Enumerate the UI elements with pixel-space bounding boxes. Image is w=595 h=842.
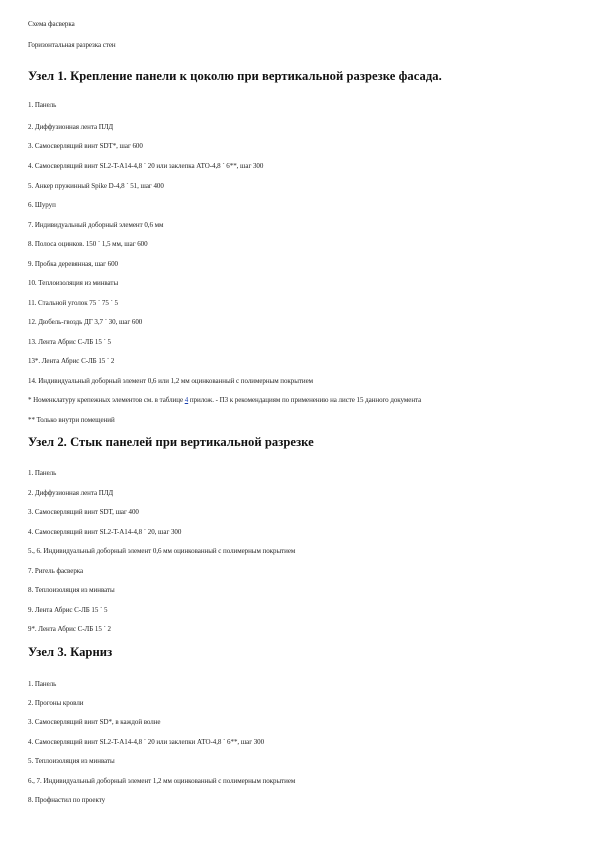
- footnote-text-start: * Номенклатуру крепежных элементов см. в таблице: [28, 396, 185, 404]
- node2-heading: Узел 2. Стык панелей при вертикальной разрезке: [28, 435, 314, 449]
- list-item: 7. Ригель фасверка: [28, 567, 84, 575]
- list-item: 10. Теплоизоляция из минваты: [28, 279, 119, 287]
- list-item: 9*. Лента Абрис С-ЛБ 15 ´ 2: [28, 625, 111, 633]
- list-item: 8. Полоса оцинков. 150 ´ 1,5 мм, шаг 600: [28, 240, 148, 248]
- list-item: 6. Шуруп: [28, 201, 56, 209]
- list-item: 4. Самосверлящий винт SL2-T-A14-4,8 ´ 20, шаг 300: [28, 528, 182, 536]
- list-item: 5. Анкер пружинный Spike D-4,8 ´ 51, шаг 400: [28, 182, 164, 190]
- node3-heading: Узел 3. Карниз: [28, 645, 113, 659]
- list-item: 11. Стальной уголок 75 ´ 75 ´ 5: [28, 299, 118, 307]
- list-item: 7. Индивидуальный доборный элемент 0,6 мм: [28, 221, 164, 229]
- list-item: 8. Профнастил по проекту: [28, 796, 106, 804]
- list-item: 3. Самосверлящий винт SD*, в каждой волне: [28, 718, 161, 726]
- list-item: 9. Лента Абрис С-ЛБ 15 ´ 5: [28, 606, 108, 614]
- list-item: 12. Дюбель-гвоздь ДГ 3,7 ´ 30, шаг 600: [28, 318, 143, 326]
- footnote: ** Только внутри помещений: [28, 416, 115, 424]
- list-item: 8. Теплоизоляция из минваты: [28, 586, 115, 594]
- list-item: 2. Диффузионная лента ПЛД: [28, 489, 114, 497]
- list-item: 1. Панель: [28, 680, 57, 688]
- list-item: 13. Лента Абрис С-ЛБ 15 ´ 5: [28, 338, 111, 346]
- list-item: 4. Самосверлящий винт SL2-T-A14-4,8 ´ 20 или заклепка АТО-4,8 ´ 6**, шаг 300: [28, 162, 264, 170]
- list-item: 1. Панель: [28, 469, 57, 477]
- list-item: 6., 7. Индивидуальный доборный элемент 1,2 мм оцинкованный с полимерным покрытием: [28, 777, 296, 785]
- list-item: 9. Пробка деревянная, шаг 600: [28, 260, 118, 268]
- footnote: [28, 396, 421, 405]
- list-item: 3. Самосверлящий винт SDT*, шаг 600: [28, 142, 143, 150]
- list-item: 2. Прогоны кровли: [28, 699, 84, 707]
- list-item: 3. Самосверлящий винт SDT, шаг 400: [28, 508, 139, 516]
- footnote-text-end: прилож. - П3 к рекомендациям по применению на листе 15 данного документа: [188, 396, 422, 404]
- document-subtitle: Горизонтальная разрезка стен: [28, 41, 116, 49]
- table-link[interactable]: 4: [184, 396, 189, 404]
- list-item: 14. Индивидуальный доборный элемент 0,6 или 1,2 мм оцинкованный с полимерным покрытием: [28, 377, 314, 385]
- list-item: 4. Самосверлящий винт SL2-T-A14-4,8 ´ 20 или заклепки АТО-4,8 ´ 6**, шаг 300: [28, 738, 265, 746]
- list-item: 2. Диффузионная лента ПЛД: [28, 123, 114, 131]
- list-item: 13*. Лента Абрис С-ЛБ 15 ´ 2: [28, 357, 115, 365]
- node1-heading: Узел 1. Крепление панели к цоколю при вертикальной разрезке фасада.: [28, 69, 442, 83]
- list-item: 1. Панель: [28, 101, 57, 109]
- list-item: 5. Теплоизоляция из минваты: [28, 757, 115, 765]
- list-item: 5., 6. Индивидуальный доборный элемент 0,6 мм оцинкованный с полимерным покрытием: [28, 547, 296, 555]
- document-title: Схема фасверка: [28, 20, 75, 28]
